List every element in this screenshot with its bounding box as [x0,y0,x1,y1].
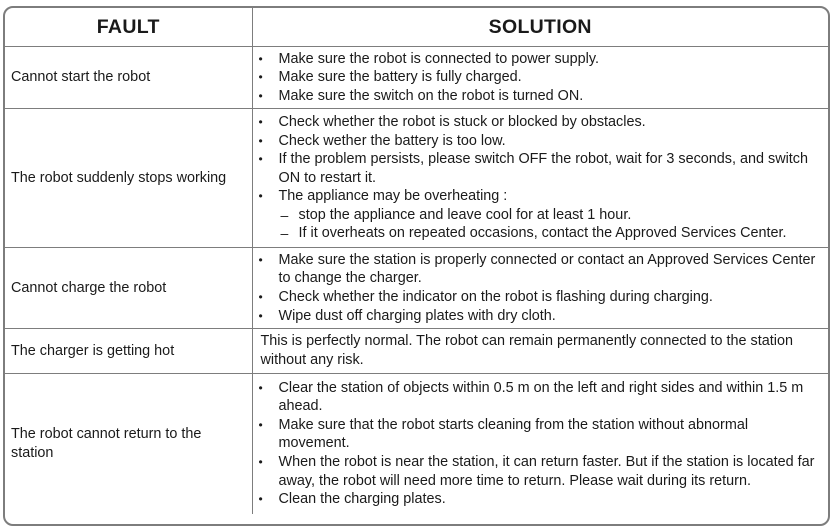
solution-item: • Make sure the robot is connected to power supply. [261,50,819,69]
solution-column-header: SOLUTION [252,8,828,47]
table-header-row [5,8,828,47]
solution-item [261,187,819,243]
fault-cell: Cannot start the robot [11,69,151,86]
fault-column-header: FAULT [5,8,252,47]
table-row [5,374,828,514]
solution-item: • Make sure that the robot starts cleaning from the station without abnormal movement. [261,416,819,453]
table-row [5,47,828,109]
solution-item: • When the robot is near the station, it can return faster. But if the station is located far away, the robot will need more time to return. Please wait during its return. [261,453,819,490]
solution-item: • If the problem persists, please switch OFF the robot, wait for 3 seconds, and switch ON to restart it. [261,150,819,187]
solution-list [261,50,819,106]
solution-cell [252,374,828,514]
table-row [5,329,828,374]
solution-list [261,251,819,325]
solution-item: • Wipe dust off charging plates with dry cloth. [261,307,819,326]
fault-cell: The charger is getting hot [5,329,252,374]
solution-item: • Check whether the robot is stuck or blocked by obstacles. [261,113,819,132]
solution-list [261,379,819,509]
solution-item: • Make sure the battery is fully charged. [261,68,819,87]
solution-item: • Make sure the switch on the robot is turned ON. [261,87,819,106]
troubleshooting-table [5,8,828,514]
solution-sublist [279,206,819,243]
table-row [5,109,828,248]
solution-cell [252,47,828,109]
solution-subitem: – stop the appliance and leave cool for at least 1 hour. [279,206,819,225]
solution-item: • Clean the charging plates. [261,490,819,509]
solution-item: • Make sure the station is properly connected or contact an Approved Services Center to change the charger. [261,251,819,288]
fault-cell: The robot suddenly stops working [5,109,252,248]
fault-cell: Cannot charge the robot [5,248,252,329]
troubleshooting-table-frame [3,6,830,526]
solution-cell [252,248,828,329]
solution-cell [252,329,828,374]
fault-cell: The robot cannot return to the station [5,374,252,514]
solution-item-text: The appliance may be overheating : [278,188,508,205]
solution-item: • Check whether the indicator on the robot is flashing during charging. [261,288,819,307]
solution-item: • Clear the station of objects within 0.5 m on the left and right sides and within 1.5 m ahead. [261,379,819,416]
solution-list [261,113,819,243]
solution-item: • Check wether the battery is too low. [261,132,819,151]
solution-text: This is perfectly normal. The robot can remain permanently connected to the station without any risk. [260,333,793,368]
solution-subitem: – If it overheats on repeated occasions, contact the Approved Services Center. [279,224,819,243]
table-row [5,248,828,329]
solution-cell [252,109,828,248]
